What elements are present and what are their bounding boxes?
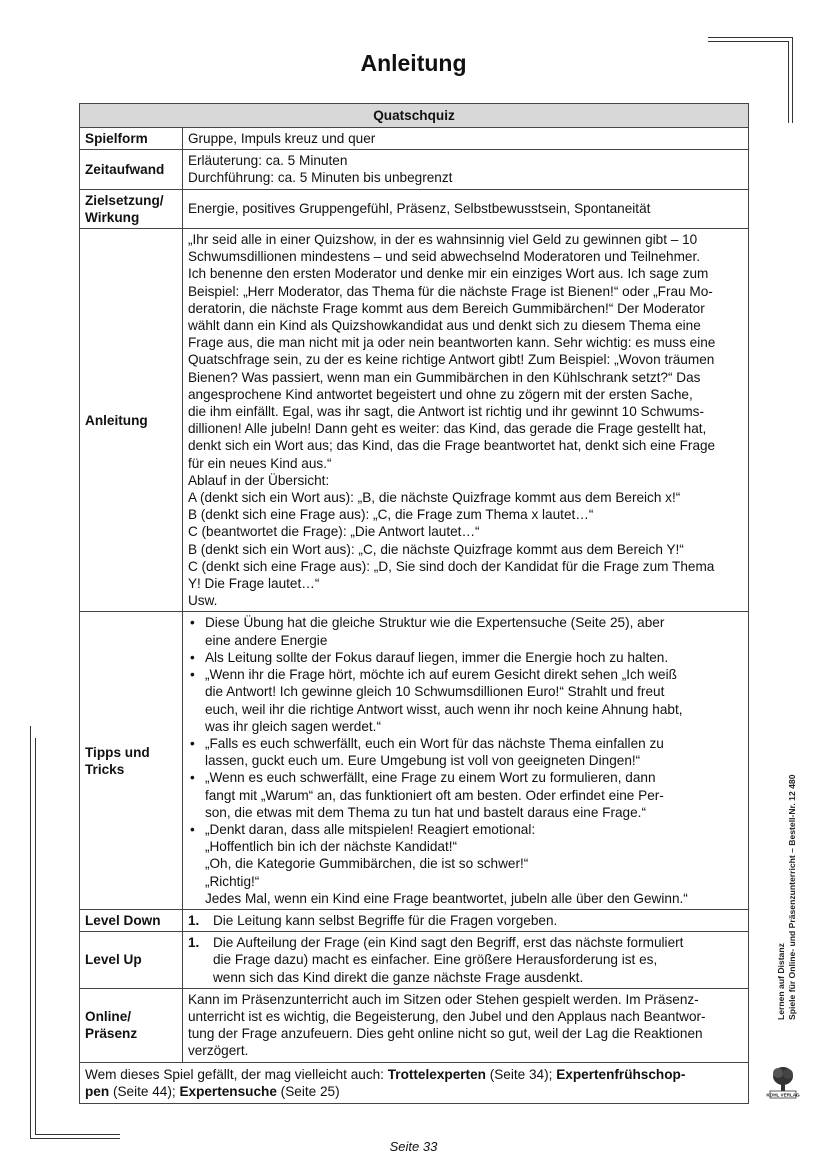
row-recommendations	[80, 1062, 749, 1103]
row-level-down	[80, 909, 749, 931]
row-tipps	[80, 612, 749, 909]
recommendation-title: pen	[85, 1083, 110, 1099]
item-number: 1.	[187, 935, 200, 951]
list-item: • „Wenn ihr die Frage hört, möchte ich auf eurem Gesicht direkt sehen „Ich weiß die Antwort! Ich gewinne gleich 10 Schwumsdillionen Euro!“ Strahlt und freut euch, weil ihr die richtige Antwort wisst, auch wenn ihr noch keine Ahnung habt, was ihr gleich sagen werdet.“	[188, 666, 743, 735]
list-item: • Diese Übung hat die gleiche Struktur wie die Expertensuche (Seite 25), aber eine andere Energie	[188, 614, 743, 648]
svg-text:KOHL VERLAG: KOHL VERLAG	[766, 1092, 800, 1098]
corner-line	[35, 738, 36, 1134]
row-content: Kann im Präsenzunterricht auch im Sitzen oder Stehen gespielt werden. Im Präsenz- unterricht ist es wichtig, die Begeisterung, den Jubel und den Applaus nach Beantwor- tung der Frage anzufeuern. Dies geht online nicht so gut, weil der Lag die Reaktionen verzögert.	[182, 988, 748, 1062]
numbered-item: 1. Die Aufteilung der Frage (ein Kind sagt den Begriff, erst das nächste formuliert die Frage dazu) macht es einfacher. Eine größere Herausforderung ist es, wenn sich das Kind direkt die ganze nächste Frage ausdenkt.	[187, 935, 684, 985]
corner-line	[35, 1134, 120, 1135]
page-title: Anleitung	[360, 50, 467, 76]
side-publication-info: Lernen auf Distanz Spiele für Online- und Präsenzunterricht – Bestell-Nr. 12 480	[776, 774, 797, 1020]
row-level-up	[80, 932, 749, 989]
corner-line	[708, 41, 788, 42]
corner-line	[708, 37, 792, 38]
row-content: „Ihr seid alle in einer Quizshow, in der es wahnsinnig viel Geld zu gewinnen gibt – 10 Schwumsdillionen mindestens – und seid abwechselnd Moderatoren und Teilnehmer. Ich benenne den ersten Moderator und denke mir ein einziges Wort aus. Ich sage zum Beispiel: „Herr Moderator, das Thema für die nächste Frage ist Bienen!“ oder „Frau Mo- deratorin, die nächste Frage kommt aus dem Bereich Gummibärchen!“ Der Moderator wählt dann ein Kind als Quizshowkandidat aus und denkt sich zu diesem Thema eine Frage aus, die man nicht mit ja oder nein beantworten kann. Sehr wichtig: es muss eine Quatschfrage sein, zu der es keine richtige Antwort gibt! Zum Beispiel: „Wovon träumen Bienen? Was passiert, wenn man ein Gummibärchen in den Kühlschrank setzt?“ Das angesprochene Kind antwortet begeistert und ohne zu zögern mit der ersten Sache, die ihm einfällt. Egal, was ihr sagt, die Antwort ist richtig und ihr gewinnt 10 Schwums- dillionen! Alle jubeln! Dann geht es weiter: das Kind, das gerade die Frage gestellt hat, denkt sich ein Wort aus; das Kind, das die Frage beantwortet hat, denkt sich eine Frage für ein neues Kind aus.“ Ablauf in der Übersicht: A (denkt sich ein Wort aus): „B, die nächste Quizfrage kommt aus dem Bereich x!“ B (denkt sich eine Frage aus): „C, die Frage zum Thema x lautet…“ C (beantwortet die Frage): „Die Antwort lautet…“ B (denkt sich ein Wort aus): „C, die nächste Quizfrage kommt aus dem Bereich Y!“ C (denkt sich eine Frage aus): „D, Sie sind doch der Kandidat für die Frage zum Thema Y! Die Frage lautet…“ Usw.	[182, 229, 748, 612]
row-content	[182, 909, 748, 931]
row-content: Energie, positives Gruppengefühl, Präsenz, Selbstbewusstsein, Spontaneität	[182, 189, 748, 228]
row-anleitung	[80, 229, 749, 612]
recommendation-title: Trottelexperten	[387, 1066, 486, 1082]
row-label: Level Up	[80, 932, 183, 989]
row-label: Spielform	[80, 128, 183, 150]
list-item: • „Wenn es euch schwerfällt, eine Frage zu einem Wort zu formulieren, dann fangt mit „Warum“ an, das funktioniert oft am besten. Oder erfindet eine Per- son, die etwas mit dem Thema zu tun hat und bastelt daraus eine Frage.“	[188, 769, 743, 821]
recommendation-title: Expertensuche	[179, 1083, 277, 1099]
row-label: Zielsetzung/ Wirkung	[80, 189, 183, 228]
row-label: Anleitung	[80, 229, 183, 612]
row-content	[182, 932, 748, 989]
list-item: • „Falls es euch schwerfällt, euch ein Wort für das nächste Thema einfallen zu lassen, guckt euch um. Eure Umgebung ist voll von geeigneten Dingen!“	[188, 735, 743, 769]
row-zielsetzung	[80, 189, 749, 228]
table-header: Quatschquiz	[80, 104, 749, 128]
item-number: 1.	[187, 912, 200, 928]
game-table	[79, 103, 749, 1104]
tips-list	[188, 614, 743, 906]
publisher-logo	[768, 1064, 798, 1100]
row-content	[182, 612, 748, 909]
row-content: Erläuterung: ca. 5 Minuten Durchführung: ca. 5 Minuten bis unbegrenzt	[182, 150, 748, 189]
row-content: Gruppe, Impuls kreuz und quer	[182, 128, 748, 150]
numbered-item: 1. Die Leitung kann selbst Begriffe für die Fragen vorgeben.	[187, 912, 558, 928]
page-number: Seite 33	[389, 1139, 438, 1154]
row-label: Level Down	[80, 909, 183, 931]
tree-logo-icon	[768, 1064, 798, 1100]
row-label: Zeitaufwand	[80, 150, 183, 189]
row-label: Tipps und Tricks	[80, 612, 183, 909]
recommendation-title: Expertenfrühschop-	[556, 1066, 686, 1082]
corner-line	[30, 726, 31, 1138]
row-label: Online/ Präsenz	[80, 988, 183, 1062]
row-zeitaufwand	[80, 150, 749, 189]
list-item: • „Denkt daran, dass alle mitspielen! Reagiert emotional: „Hoffentlich bin ich der nächste Kandidat!“ „Oh, die Kategorie Gummibärchen, die ist so schwer!“ „Richtig!“ Jedes Mal, wenn ein Kind eine Frage beantwortet, jubeln alle über den Gewinn.“	[188, 821, 743, 907]
row-spielform	[80, 128, 749, 150]
recommendations: Wem dieses Spiel gefällt, der mag vielleicht auch: Trottelexperten (Seite 34); Expertenfrühschop- pen (Seite 44); Expertensuche (Seite 25)	[80, 1062, 749, 1103]
list-item: • Als Leitung sollte der Fokus darauf liegen, immer die Energie hoch zu halten.	[188, 649, 743, 666]
row-online	[80, 988, 749, 1062]
